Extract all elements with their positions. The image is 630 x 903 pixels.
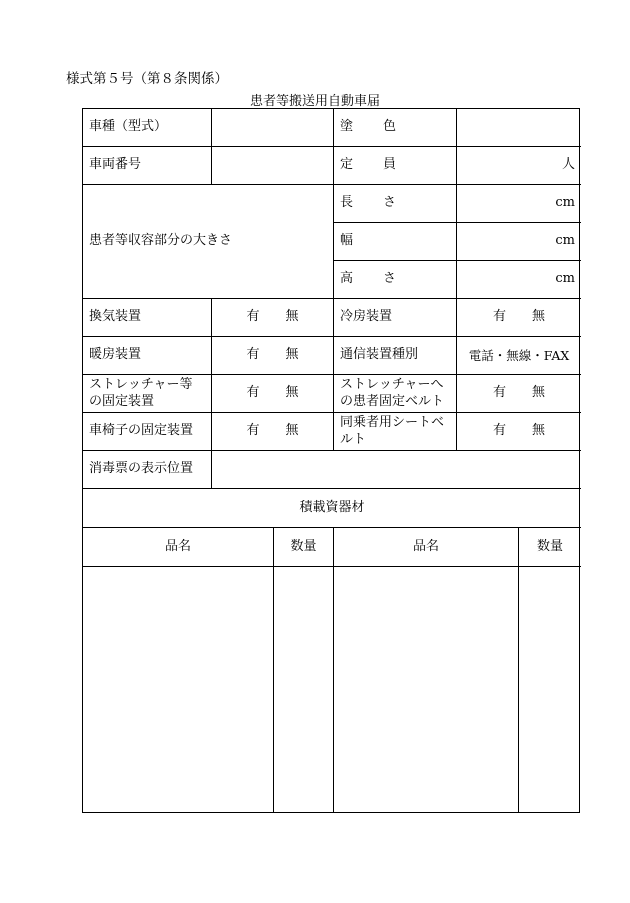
label-paint-color: 塗 色: [334, 109, 457, 147]
label-stretcher-belt: ストレッチャーへの患者固定ベルト: [334, 375, 457, 413]
form-table: [82, 108, 580, 813]
length-unit: cm: [555, 195, 575, 211]
label-vehicle-number: 車両番号: [83, 147, 212, 185]
choice-heating[interactable]: [212, 337, 334, 375]
field-width[interactable]: [457, 223, 581, 261]
field-vehicle-type[interactable]: [212, 109, 334, 147]
label-length: 長 さ: [334, 185, 457, 223]
label-vehicle-type: 車種（型式）: [83, 109, 212, 147]
height-unit: cm: [555, 271, 575, 287]
field-height[interactable]: [457, 261, 581, 299]
header-quantity-left: 数量: [274, 528, 334, 567]
option-no[interactable]: 無: [532, 309, 546, 325]
label-compartment-size: 患者等収容部分の大きさ: [83, 185, 334, 299]
field-items-left[interactable]: [83, 567, 274, 813]
option-yes[interactable]: 有: [246, 385, 260, 401]
field-disinfection-position[interactable]: [212, 451, 581, 489]
label-disinfection-position: 消毒票の表示位置: [83, 451, 212, 489]
label-stretcher-fixing: ストレッチャー等の固定装置: [83, 375, 212, 413]
label-companion-belt: 同乗者用シートベルト: [334, 413, 457, 451]
label-ventilation: 換気装置: [83, 299, 212, 337]
option-no[interactable]: 無: [285, 309, 299, 325]
option-no[interactable]: 無: [532, 385, 546, 401]
capacity-unit: 人: [561, 157, 575, 173]
field-length[interactable]: [457, 185, 581, 223]
option-yes[interactable]: 有: [492, 423, 506, 439]
field-capacity[interactable]: [457, 147, 581, 185]
label-cooling: 冷房装置: [334, 299, 457, 337]
header-item-name-left: 品名: [83, 528, 274, 567]
header-item-name-right: 品名: [334, 528, 519, 567]
form-title: 患者等搬送用自動車届: [249, 94, 380, 109]
option-yes[interactable]: 有: [246, 347, 260, 363]
label-width: 幅: [334, 223, 457, 261]
field-items-right[interactable]: [334, 567, 519, 813]
label-wheelchair-fixing: 車椅子の固定装置: [83, 413, 212, 451]
option-yes[interactable]: 有: [246, 423, 260, 439]
option-no[interactable]: 無: [285, 347, 299, 363]
choice-cooling[interactable]: [457, 299, 581, 337]
field-vehicle-number[interactable]: [212, 147, 334, 185]
option-yes[interactable]: 有: [246, 309, 260, 325]
field-quantity-right[interactable]: [519, 567, 581, 813]
label-height: 高 さ: [334, 261, 457, 299]
choice-stretcher-belt[interactable]: [457, 375, 581, 413]
option-yes[interactable]: 有: [492, 385, 506, 401]
label-comm-type: 通信装置種別: [334, 337, 457, 375]
option-no[interactable]: 無: [532, 423, 546, 439]
choice-stretcher-fixing[interactable]: [212, 375, 334, 413]
choice-comm-type[interactable]: 電話・無線・FAX: [457, 337, 581, 375]
choice-ventilation[interactable]: [212, 299, 334, 337]
label-capacity: 定 員: [334, 147, 457, 185]
field-quantity-left[interactable]: [274, 567, 334, 813]
equipment-heading: 積載資器材: [83, 489, 581, 528]
option-no[interactable]: 無: [285, 423, 299, 439]
width-unit: cm: [555, 233, 575, 249]
label-heating: 暖房装置: [83, 337, 212, 375]
form-number: 様式第５号（第８条関係）: [66, 71, 228, 87]
choice-companion-belt[interactable]: [457, 413, 581, 451]
option-no[interactable]: 無: [285, 385, 299, 401]
field-paint-color[interactable]: [457, 109, 581, 147]
option-yes[interactable]: 有: [492, 309, 506, 325]
choice-wheelchair-fixing[interactable]: [212, 413, 334, 451]
header-quantity-right: 数量: [519, 528, 581, 567]
